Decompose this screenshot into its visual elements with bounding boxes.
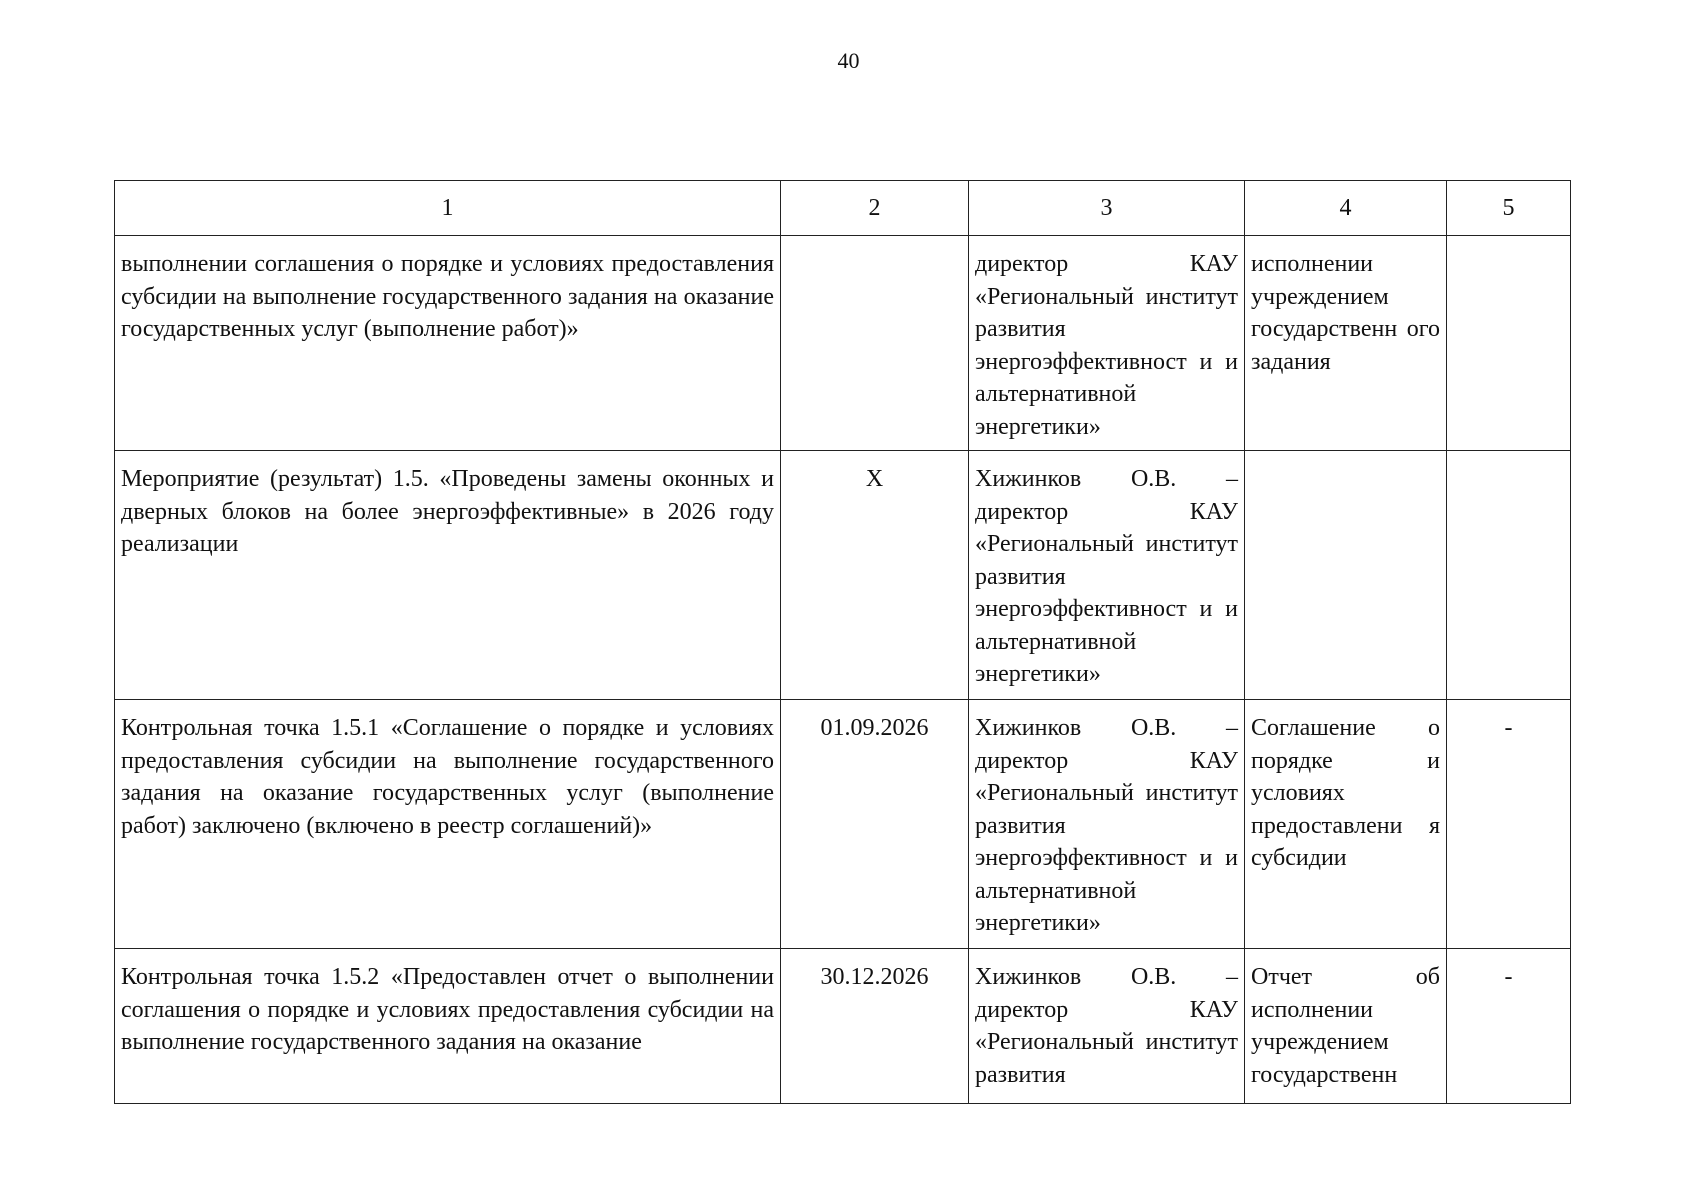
description-cell: Контрольная точка 1.5.1 «Соглашение о порядке и условиях предоставления субсидии на выполнение государственного задания на оказание государственных услуг (выполнение работ) заключено (включено в реестр соглашений)» [115,700,781,949]
date-cell: Х [781,451,969,700]
document-cell [1245,451,1447,700]
description-cell: Мероприятие (результат) 1.5. «Проведены замены оконных и дверных блоков на более энергоэффективные» в 2026 году реализации [115,451,781,700]
date-cell: 01.09.2026 [781,700,969,949]
document-cell: Отчет об исполнении учреждением государственн [1245,949,1447,1104]
document-cell: исполнении учреждением государственн ого задания [1245,236,1447,451]
note-cell: - [1447,949,1571,1104]
column-header: 5 [1447,181,1571,236]
table-row [115,451,1571,700]
table-row [115,236,1571,451]
table-row [115,700,1571,949]
responsible-cell: директор КАУ «Региональный институт развития энергоэффективност и и альтернативной энергетики» [969,236,1245,451]
column-header: 1 [115,181,781,236]
document-cell: Соглашение о порядке и условиях предоставлени я субсидии [1245,700,1447,949]
table-header-row [115,181,1571,236]
date-cell: 30.12.2026 [781,949,969,1104]
schedule-table [114,180,1571,1104]
description-cell: Контрольная точка 1.5.2 «Предоставлен отчет о выполнении соглашения о порядке и условиях предоставления субсидии на выполнение государственного задания на оказание [115,949,781,1104]
column-header: 3 [969,181,1245,236]
responsible-cell: Хижинков О.В. – директор КАУ «Региональный институт развития энергоэффективност и и альтернативной энергетики» [969,700,1245,949]
page-number: 40 [837,48,860,73]
description-cell: выполнении соглашения о порядке и условиях предоставления субсидии на выполнение государственного задания на оказание государственных услуг (выполнение работ)» [115,236,781,451]
column-header: 2 [781,181,969,236]
date-cell [781,236,969,451]
responsible-cell: Хижинков О.В. – директор КАУ «Региональный институт развития [969,949,1245,1104]
table-row [115,949,1571,1104]
note-cell [1447,236,1571,451]
note-cell [1447,451,1571,700]
column-header: 4 [1245,181,1447,236]
responsible-cell: Хижинков О.В. – директор КАУ «Региональный институт развития энергоэффективност и и альтернативной энергетики» [969,451,1245,700]
note-cell: - [1447,700,1571,949]
